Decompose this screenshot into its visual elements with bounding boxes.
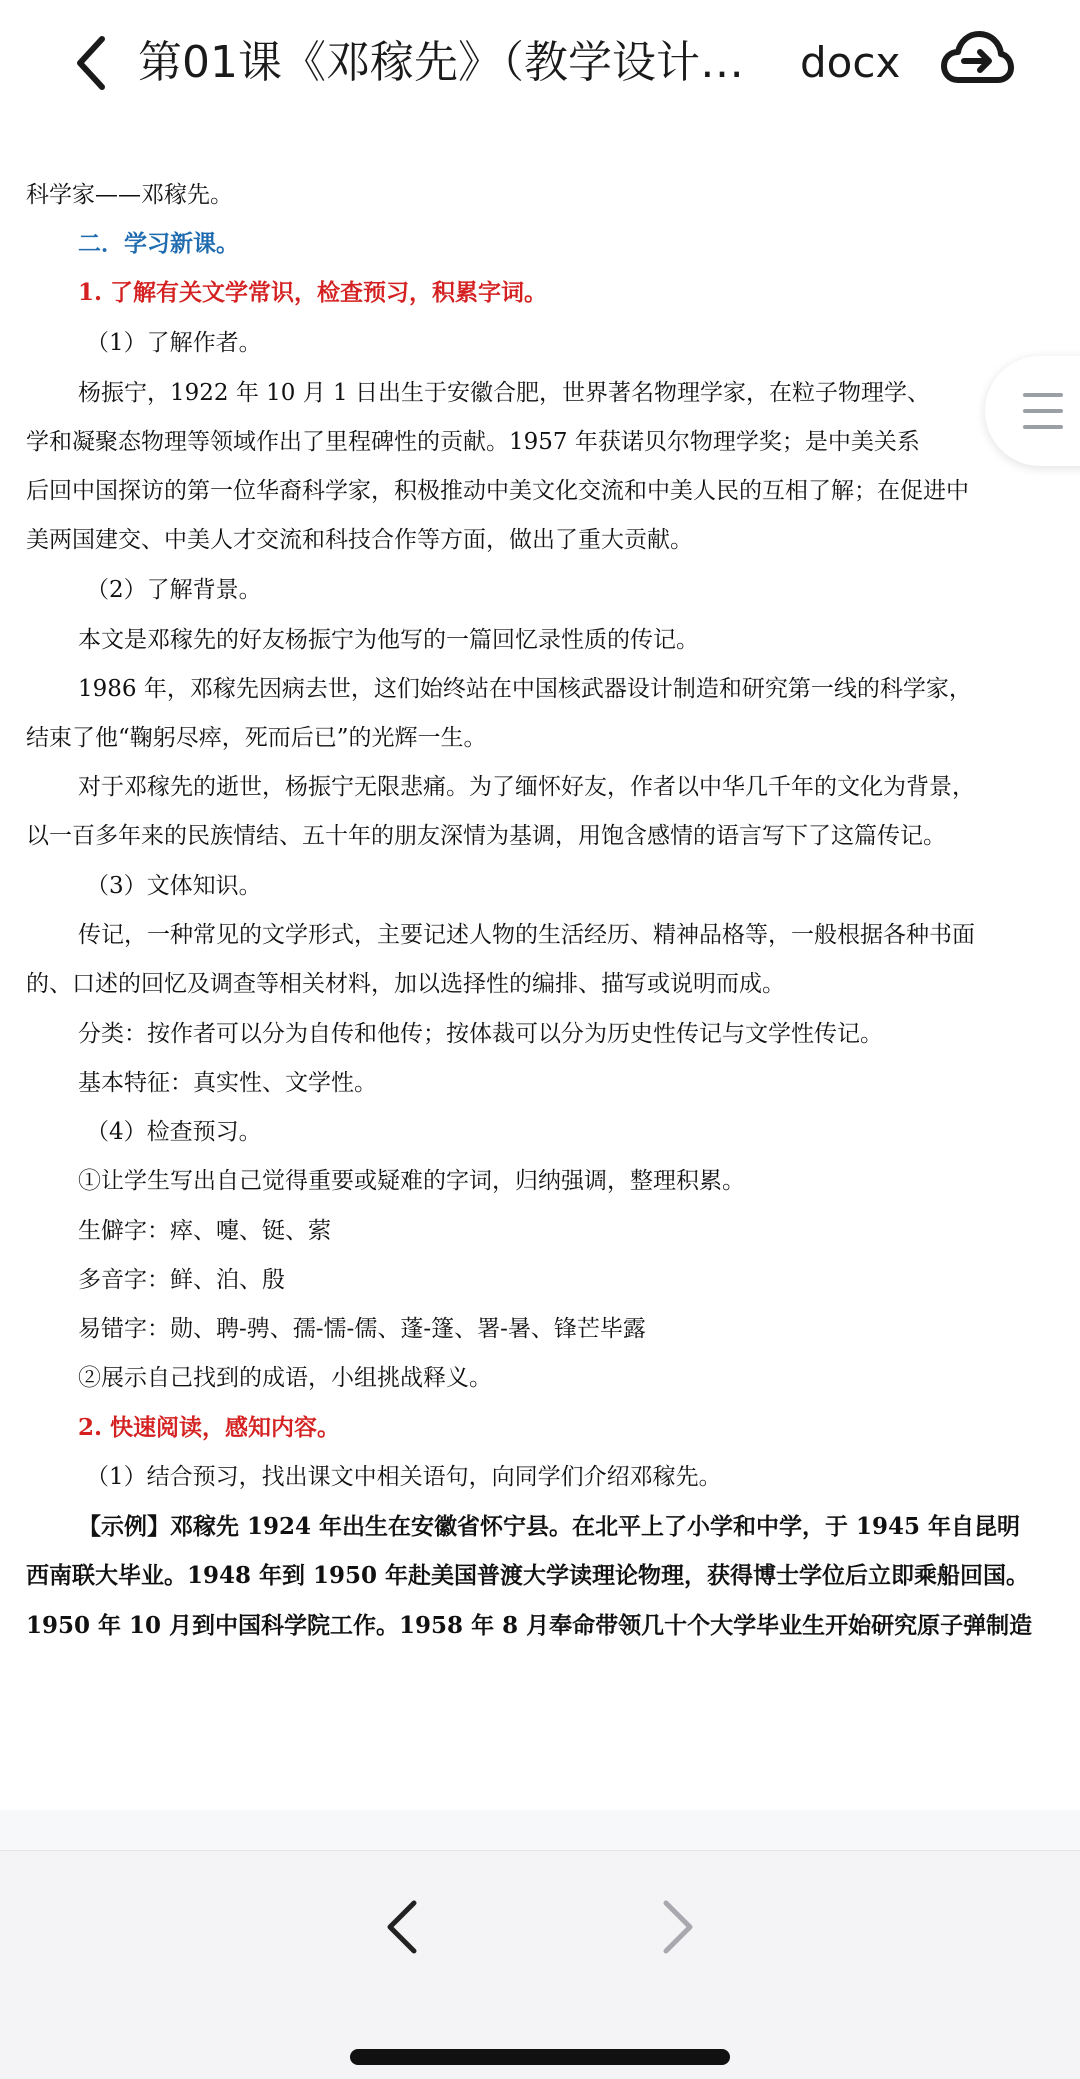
subsection-heading: 2. 快速阅读，感知内容。 (78, 1414, 341, 1441)
example-line: 1950 年 10 月到中国科学院工作。1958 年 8 月奉命带领几十个大学毕业生开始研究原子弹制造 (26, 1612, 1033, 1639)
back-button[interactable] (62, 30, 122, 96)
doc-line: （1）结合预习，找出课文中相关语句，向同学们介绍邓稼先。 (86, 1464, 722, 1490)
doc-line: 基本特征：真实性、文学性。 (78, 1070, 377, 1096)
previous-page-button[interactable] (370, 1887, 430, 1967)
doc-line: 本文是邓稼先的好友杨振宁为他写的一篇回忆录性质的传记。 (78, 627, 699, 653)
doc-line: ①让学生写出自己觉得重要或疑难的字词，归纳强调，整理积累。 (78, 1168, 745, 1194)
doc-line: 后回中国探访的第一位华裔科学家，积极推动中美文化交流和中美人民的互相了解；在促进中 (26, 478, 969, 504)
doc-line: 杨振宁，1922 年 10 月 1 日出生于安徽合肥，世界著名物理学家，在粒子物理学、 (78, 380, 930, 406)
chevron-right-icon (650, 1887, 710, 1967)
section-heading: 二．学习新课。 (78, 230, 239, 257)
top-bar (0, 0, 1080, 130)
example-line: 【示例】邓稼先 1924 年出生在安徽省怀宁县。在北平上了小学和中学，于 1945 年自昆明 (78, 1513, 1021, 1540)
doc-line: （3）文体知识。 (86, 873, 262, 899)
doc-line: 对于邓稼先的逝世，杨振宁无限悲痛。为了缅怀好友，作者以中华几千年的文化为背景， (78, 774, 975, 800)
chevron-left-icon (370, 1887, 430, 1967)
page-gap (0, 1810, 1080, 1850)
cloud-upload-icon (940, 28, 1014, 94)
doc-line: 多音字：鲜、泊、殷 (78, 1267, 285, 1293)
doc-line: 结束了他“鞠躬尽瘁，死而后已”的光辉一生。 (26, 725, 487, 751)
doc-line: 学和凝聚态物理等领域作出了里程碑性的贡献。1957 年获诺贝尔物理学奖；是中美关系 (26, 429, 920, 455)
doc-line: （1）了解作者。 (86, 330, 262, 356)
doc-line: 生僻字：瘁、嚏、铤、萦 (78, 1218, 331, 1244)
doc-line: 以一百多年来的民族情结、五十年的朋友深情为基调，用饱含感情的语言写下了这篇传记。 (26, 823, 946, 849)
doc-line: 1986 年，邓稼先因病去世，这们始终站在中国核武器设计制造和研究第一线的科学家， (78, 676, 972, 702)
doc-line: 美两国建交、中美人才交流和科技合作等方面，做出了重大贡献。 (26, 527, 693, 553)
document-title: 第01课《邓稼先》（教学设计… (138, 37, 744, 88)
bottom-navigation (0, 1850, 1080, 2079)
doc-line: 科学家——邓稼先。 (26, 182, 233, 208)
doc-line: （2）了解背景。 (86, 577, 262, 603)
doc-line: ②展示自己找到的成语，小组挑战释义。 (78, 1365, 492, 1391)
next-page-button[interactable] (650, 1887, 710, 1967)
doc-line: 易错字：勋、聘-骋、孺-懦-儒、蓬-篷、署-暑、锋芒毕露 (78, 1316, 646, 1342)
doc-line: 的、口述的回忆及调查等相关材料，加以选择性的编排、描写或说明而成。 (26, 971, 785, 997)
doc-line: （4）检查预习。 (86, 1119, 262, 1145)
example-line: 西南联大毕业。1948 年到 1950 年赴美国普渡大学读理论物理，获得博士学位后立即乘船回国。 (26, 1562, 1030, 1589)
file-extension: docx (800, 38, 901, 87)
doc-line: 传记，一种常见的文学形式，主要记述人物的生活经历、精神品格等，一般根据各种书面 (78, 922, 975, 948)
upload-button[interactable] (940, 28, 1014, 94)
chevron-left-icon (72, 35, 112, 91)
home-indicator[interactable] (350, 2049, 730, 2065)
document-page[interactable] (0, 165, 1080, 1805)
subsection-heading: 1. 了解有关文学常识，检查预习，积累字词。 (78, 279, 548, 306)
doc-line: 分类：按作者可以分为自传和他传；按体裁可以分为历史性传记与文学性传记。 (78, 1021, 883, 1047)
